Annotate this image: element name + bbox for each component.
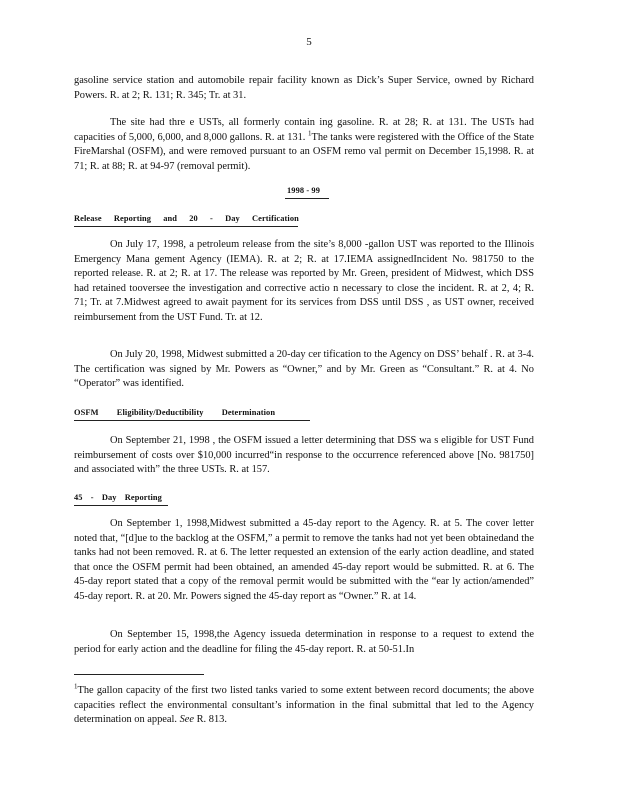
heading-year: 1998 - 99 [287,186,321,195]
paragraph-usts-text-a: The site had thre e USTs, all formerly contain ing gasoline. R. at 28; R. at 131. The USTs had capacities of 5,000, 6,000, and 8,000 gallons. R. at 131. [74,117,534,143]
footnote [74,684,534,728]
footnote-reference: 1 [308,129,312,138]
heading-release-reporting: Release Reporting and 20 - Day Certification [74,214,299,223]
heading-year-underline [285,198,329,199]
page-number: 5 [306,36,312,48]
footnote-see: See [179,714,195,726]
footnote-text-b: R. 813. [194,714,227,726]
footnote-text-a: The gallon capacity of the first two listed tanks varied to some extent between record documents; the above capacities reflect the environmental consultant’s information in the final submittal that led to the Agency determination on appeal. [74,685,534,726]
heading-osfm-determination: OSFM Eligibility/Deductibility Determination [74,408,276,417]
heading-osfm-underline [74,420,310,421]
paragraph-site-description: gasoline service station and automobile repair facility known as Dick’s Super Service, owned by Richard Powers. R. at 2; R. 131; R. 345; Tr. at 31. [74,75,534,101]
paragraph-usts-text-b: The tanks were registered with the Office of the State FireMarshal (OSFM), and were removed pursuant to an OSFM remo val permit on December 15,1998. R. at 71; R. at 88; R. at 94-97 (removal permit). [74,131,534,172]
footnote-separator [74,674,204,675]
paragraph-20-day-certification: On July 20, 1998, Midwest submitted a 20-day cer tification to the Agency on DSS’ behalf . R. at 3-4. The certification was signed by Mr. Powers as “Owner,” and by Mr. Green as “Consultant.” R. at 4. No “Operator” was identified. [74,349,534,390]
heading-release-underline [74,226,298,227]
footnote-mark: 1 [74,682,78,691]
heading-45-day-underline [74,505,168,506]
paragraph-release-report: On July 17, 1998, a petroleum release from the site’s 8,000 -gallon UST was reported to the Illinois Emergency Mana gement Agency (IEMA). R. at 2; R. at 17.IEMA assignedIncident No. 981750 to the reported release. R. at 2; R. at 17. The release was reported by Mr. Green, president of Midwest, which DSS had retained tooversee the investigation and corrective actio n necessary to close the incident. R. at 2, 4; R. 71; Tr. at 7.Midwest agreed to await payment for its services from DSS until DSS , as UST owner, received reimbursement from the UST Fund. Tr. at 12. [74,239,534,323]
paragraph-osfm-eligibility: On September 21, 1998 , the OSFM issued a letter determining that DSS wa s eligible for UST Fund reimbursement of costs over $10,000 incurred“in response to the occurrence referenced above [No. 981750] and associated with” the three USTs. R. at 157. [74,435,534,476]
paragraph-usts [74,116,534,174]
paragraph-agency-determination: On September 15, 1998,the Agency issueda determination in response to a request to extend the period for early action and the deadline for filing the 45-day report. R. at 50-51.In [74,629,534,655]
heading-45-day-reporting: 45 - Day Reporting [74,493,162,502]
paragraph-45-day-report: On September 1, 1998,Midwest submitted a 45-day report to the Agency. R. at 5. The cover letter noted that, “[d]ue to the backlog at the OSFM,” a permit to remove the tanks had not yet been obtainedand the tanks had not been removed. R. at 6. The letter requested an extension of the early action deadline, and stated that once the OSFM permit had been obtained, an amended 45-day report would be submitted. R. at 6. The 45-day report stated that a copy of the removal permit would be submitted with the “ear ly action/amended” 45-day report. R. at 20. Mr. Powers signed the 45-day report as “Owner.” R. at 14. [74,518,534,602]
